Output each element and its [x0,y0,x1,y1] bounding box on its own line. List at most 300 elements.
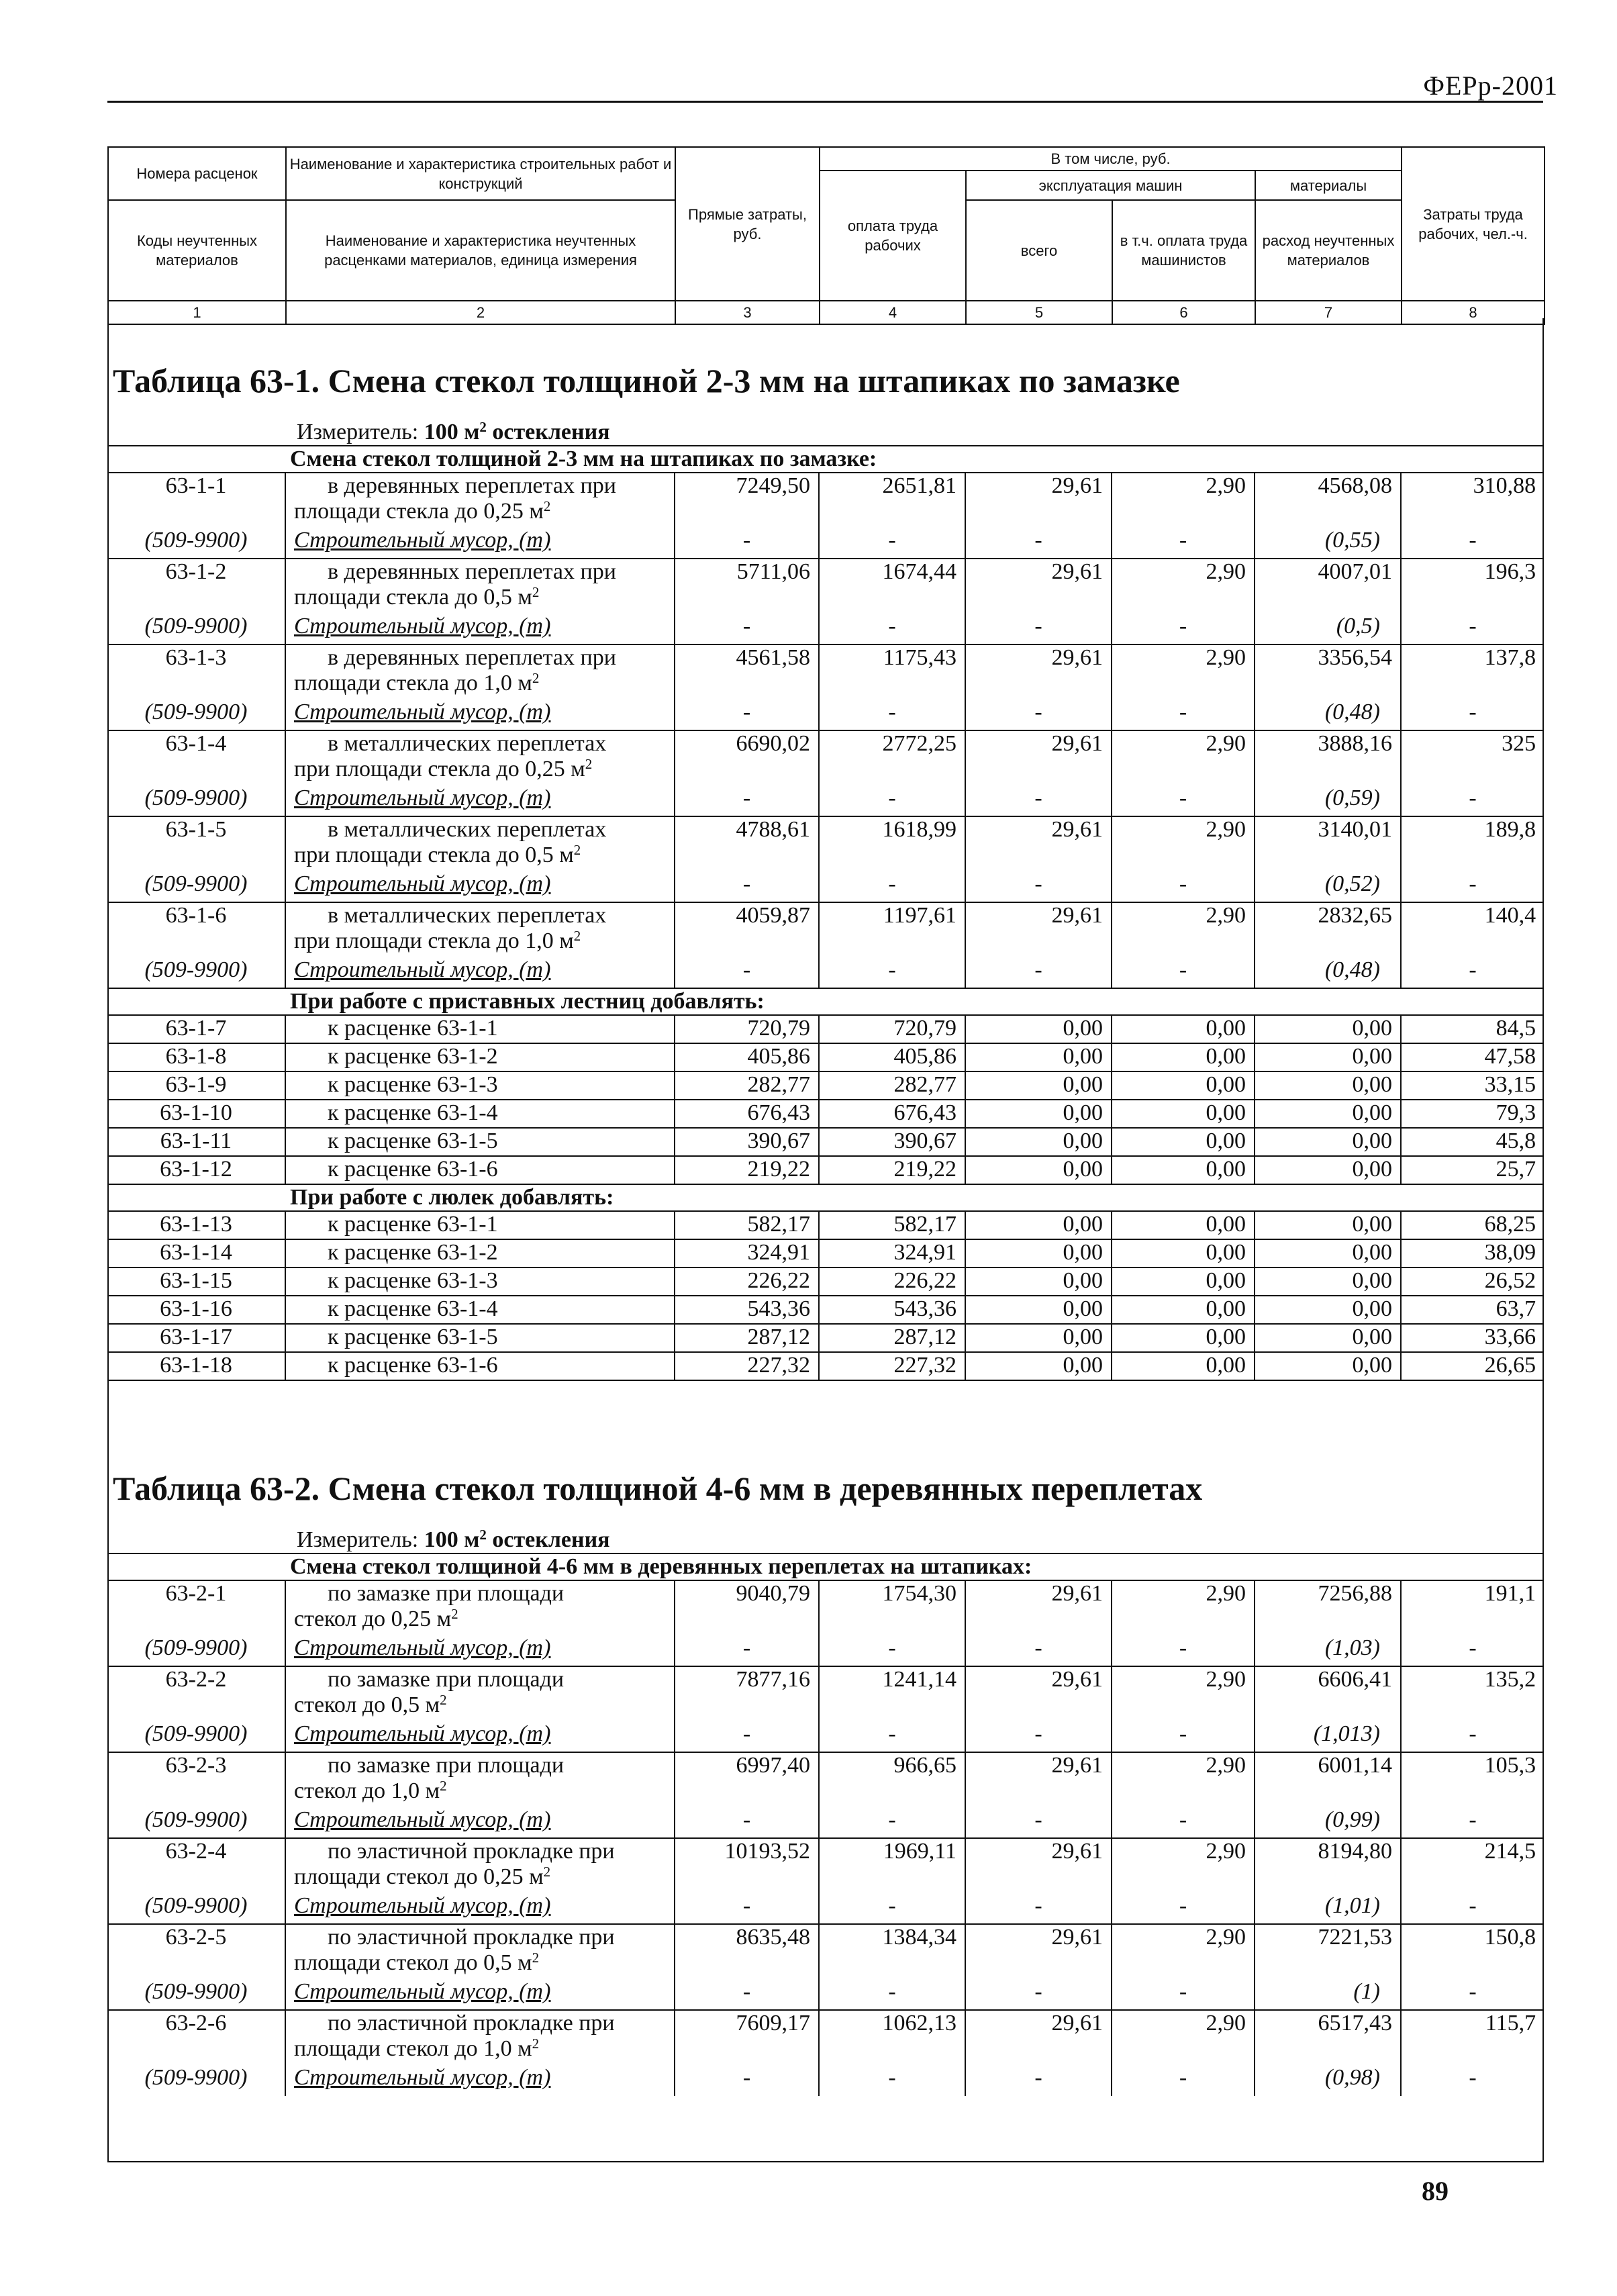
material-name [285,1721,675,1752]
material-quantity: (1) [1255,1979,1401,2010]
addition-row [107,1156,1544,1184]
rate-row [107,644,1544,700]
rate-mat: 6001,14 [1255,1752,1401,1807]
dash-cell: - [1401,1635,1544,1666]
header-rate-numbers: Номера расценок [108,147,286,200]
dash-cell: - [675,871,819,902]
measure-sup: 2 [479,419,487,435]
unaccounted-material-row [107,1635,1544,1666]
rate-direct: 4561,58 [675,644,819,700]
dash-cell: - [1112,1635,1255,1666]
rate-row [107,1838,1544,1893]
header-direct-costs: Прямые затраты, руб. [675,147,820,301]
rate-hours: 79,3 [1401,1100,1544,1128]
rate-name-line1: в металлических переплетах [328,903,607,928]
material-name-text: Строительный мусор, (т) [294,871,551,896]
rate-name-line2 [294,757,666,782]
rate-row [107,1580,1544,1635]
rate-name [285,2010,675,2065]
dash-cell: - [1112,1893,1255,1924]
rate-mach: 29,61 [965,902,1112,957]
addition-row [107,1128,1544,1156]
rate-name: к расценке 63-1-1 [285,1211,675,1239]
material-quantity: (0,59) [1255,785,1401,816]
rate-mat: 0,00 [1255,1296,1401,1324]
rate-mat: 0,00 [1255,1239,1401,1267]
rate-mach: 29,61 [965,1666,1112,1721]
material-quantity: (1,013) [1255,1721,1401,1752]
rate-mat: 0,00 [1255,1352,1401,1380]
rate-labor: 324,91 [819,1239,965,1267]
rate-mat: 7256,88 [1255,1580,1401,1635]
header-including: В том числе, руб. [820,147,1402,171]
rate-hours: 196,3 [1401,559,1544,614]
measure-value-text: 100 м [424,1527,480,1552]
rate-oper: 2,90 [1112,1580,1255,1635]
rate-code: 63-1-11 [107,1128,285,1156]
rate-mat: 4007,01 [1255,559,1401,614]
unaccounted-material-row [107,871,1544,902]
rate-name-line2-text: при площади стекла до 1,0 м [294,928,574,953]
rate-hours: 33,15 [1401,1071,1544,1100]
rate-hours: 47,58 [1401,1043,1544,1071]
dash-cell: - [1401,957,1544,988]
dash-cell: - [1112,957,1255,988]
area-unit-sup: 2 [451,1606,458,1622]
dash-cell: - [819,871,965,902]
rate-code: 63-2-2 [107,1666,285,1721]
material-name [285,1635,675,1666]
addition-row [107,1296,1544,1324]
table-63-1-title: Таблица 63-1. Смена стекол толщиной 2-3 мм на штапиках по замазке [113,362,1180,399]
dash-cell: - [1401,785,1544,816]
rate-name-line2 [294,2036,666,2062]
material-code: (509-9900) [107,1635,285,1666]
measure-prefix: Измеритель: [297,1527,424,1552]
col-number: 4 [820,301,966,324]
addition-row [107,1324,1544,1352]
section-heading-row [107,446,1544,473]
material-name [285,785,675,816]
addition-row [107,1211,1544,1239]
material-name [285,871,675,902]
dash-cell: - [675,2065,819,2096]
rate-code: 63-2-5 [107,1924,285,1979]
area-unit-sup: 2 [532,584,540,600]
rate-code: 63-1-6 [107,902,285,957]
rate-oper: 2,90 [1112,1838,1255,1893]
group-heading: При работе с люлек добавлять: [107,1184,1544,1211]
rate-mach: 29,61 [965,1580,1112,1635]
rate-labor: 390,67 [819,1128,965,1156]
rate-name: к расценке 63-1-4 [285,1296,675,1324]
unaccounted-material-row [107,957,1544,988]
group-heading: При работе с приставных лестниц добавлять: [107,988,1544,1015]
header-rule [107,101,1543,103]
rate-mach: 29,61 [965,816,1112,871]
rate-code: 63-1-8 [107,1043,285,1071]
rate-name: к расценке 63-1-2 [285,1043,675,1071]
material-name [285,614,675,644]
rate-direct: 4788,61 [675,816,819,871]
rate-hours: 68,25 [1401,1211,1544,1239]
area-unit-sup: 2 [440,1778,447,1794]
col-number: 6 [1112,301,1255,324]
rate-mach: 0,00 [965,1267,1112,1296]
dash-cell: - [819,528,965,559]
rate-labor: 1241,14 [819,1666,965,1721]
rate-code: 63-1-18 [107,1352,285,1380]
rate-row [107,2010,1544,2065]
dash-cell: - [965,700,1112,730]
rate-oper: 0,00 [1112,1100,1255,1128]
rate-mat: 0,00 [1255,1211,1401,1239]
rate-direct: 405,86 [675,1043,819,1071]
rate-direct: 390,67 [675,1128,819,1156]
rate-name-line2-text: площади стекла до 0,25 м [294,499,544,524]
dash-cell: - [1112,1721,1255,1752]
rate-labor: 1618,99 [819,816,965,871]
rate-name-line2 [294,843,666,868]
header-unaccounted-materials: Наименование и характеристика неучтенных расценками материалов, единица измерения [286,200,675,301]
rate-mach: 0,00 [965,1324,1112,1352]
dash-cell: - [675,700,819,730]
rate-mat: 3888,16 [1255,730,1401,785]
rate-mach: 29,61 [965,559,1112,614]
rate-name-line2-text: площади стекол до 1,0 м [294,2036,532,2061]
dash-cell: - [819,700,965,730]
rate-direct: 6997,40 [675,1752,819,1807]
dash-cell: - [819,1721,965,1752]
rate-code: 63-1-2 [107,559,285,614]
rate-mat: 8194,80 [1255,1838,1401,1893]
measure-row [107,1523,1544,1553]
rate-direct: 7877,16 [675,1666,819,1721]
rate-row [107,1666,1544,1721]
rate-name-line2 [294,928,666,954]
unaccounted-material-row [107,614,1544,644]
addition-row [107,1267,1544,1296]
rate-hours: 33,66 [1401,1324,1544,1352]
rate-name-line1: по замазке при площади [328,1581,565,1606]
dash-cell: - [1401,1893,1544,1924]
dash-cell: - [819,614,965,644]
rate-mach: 29,61 [965,2010,1112,2065]
dash-cell: - [1112,1979,1255,2010]
rate-hours: 38,09 [1401,1239,1544,1267]
rate-hours: 45,8 [1401,1128,1544,1156]
material-quantity: (0,48) [1255,957,1401,988]
col-number: 8 [1402,301,1545,324]
section-heading: Смена стекол толщиной 4-6 мм в деревянных переплетах на штапиках: [107,1553,1544,1580]
measure-unit [107,415,1544,446]
rate-labor: 1754,30 [819,1580,965,1635]
rate-mat: 0,00 [1255,1071,1401,1100]
rate-mat: 4568,08 [1255,473,1401,528]
rate-oper: 0,00 [1112,1211,1255,1239]
addition-row [107,1071,1544,1100]
dash-cell: - [675,1979,819,2010]
rate-code: 63-1-17 [107,1324,285,1352]
section-heading: Смена стекол толщиной 2-3 мм на штапиках по замазке: [107,446,1544,473]
area-unit-sup: 2 [532,1950,540,1966]
rate-direct: 7609,17 [675,2010,819,2065]
area-unit-sup: 2 [543,498,551,514]
rate-hours: 191,1 [1401,1580,1544,1635]
dash-cell: - [675,957,819,988]
rate-labor: 282,77 [819,1071,965,1100]
table-63-2-body [107,1523,1544,2096]
rate-oper: 2,90 [1112,730,1255,785]
dash-cell: - [965,957,1112,988]
rate-code: 63-1-16 [107,1296,285,1324]
dash-cell: - [1112,528,1255,559]
rate-row [107,730,1544,785]
rate-oper: 2,90 [1112,559,1255,614]
rate-direct: 676,43 [675,1100,819,1128]
rate-labor: 1175,43 [819,644,965,700]
rate-hours: 189,8 [1401,816,1544,871]
material-name [285,1807,675,1838]
rate-name [285,1838,675,1893]
rate-mach: 0,00 [965,1296,1112,1324]
dash-cell: - [1112,871,1255,902]
addition-row [107,1043,1544,1071]
rate-mat: 0,00 [1255,1100,1401,1128]
rate-name-line1: по замазке при площади [328,1667,565,1692]
dash-cell: - [965,528,1112,559]
rate-code: 63-1-7 [107,1015,285,1043]
rate-oper: 2,90 [1112,2010,1255,2065]
material-name [285,1979,675,2010]
measure-suffix: остекления [486,420,610,444]
material-code: (509-9900) [107,1807,285,1838]
rate-direct: 582,17 [675,1211,819,1239]
material-quantity: (1,01) [1255,1893,1401,1924]
col-number: 1 [108,301,286,324]
rate-direct: 8635,48 [675,1924,819,1979]
dash-cell: - [819,1635,965,1666]
rate-code: 63-1-1 [107,473,285,528]
rate-name [285,902,675,957]
rate-direct: 4059,87 [675,902,819,957]
addition-row [107,1352,1544,1380]
area-unit-sup: 2 [532,670,540,686]
material-name [285,700,675,730]
rate-direct: 282,77 [675,1071,819,1100]
measure-row [107,415,1544,446]
area-unit-sup: 2 [532,2036,540,2052]
rate-name-line2 [294,585,666,610]
rate-table [107,1523,1544,2096]
header-work-name: Наименование и характеристика строительных работ и конструкций [286,147,675,200]
rate-code: 63-1-3 [107,644,285,700]
rate-name: к расценке 63-1-5 [285,1324,675,1352]
dash-cell: - [1401,700,1544,730]
rate-name [285,559,675,614]
rate-code: 63-2-3 [107,1752,285,1807]
rate-mach: 0,00 [965,1239,1112,1267]
rate-name [285,1924,675,1979]
rate-oper: 0,00 [1112,1239,1255,1267]
measure-unit [107,1523,1544,1553]
rate-name-line2-text: площади стекла до 0,5 м [294,585,532,610]
dash-cell: - [1401,1807,1544,1838]
unaccounted-material-row [107,1721,1544,1752]
rate-mach: 29,61 [965,644,1112,700]
material-quantity: (0,48) [1255,700,1401,730]
rate-mach: 0,00 [965,1211,1112,1239]
rate-labor: 226,22 [819,1267,965,1296]
rate-code: 63-1-5 [107,816,285,871]
rate-oper: 2,90 [1112,1924,1255,1979]
material-quantity: (0,99) [1255,1807,1401,1838]
rate-name-line2 [294,671,666,696]
rate-name: к расценке 63-1-4 [285,1100,675,1128]
rate-oper: 0,00 [1112,1015,1255,1043]
rate-code: 63-1-15 [107,1267,285,1296]
rate-name-line2 [294,1864,666,1890]
measure-prefix: Измеритель: [297,420,424,444]
rate-direct: 5711,06 [675,559,819,614]
rate-labor: 2651,81 [819,473,965,528]
rate-hours: 25,7 [1401,1156,1544,1184]
dash-cell: - [819,1807,965,1838]
rate-row [107,1924,1544,1979]
rate-name [285,1752,675,1807]
dash-cell: - [1112,1807,1255,1838]
rate-mat: 7221,53 [1255,1924,1401,1979]
rate-name-line2 [294,1950,666,1976]
rate-hours: 26,52 [1401,1267,1544,1296]
dash-cell: - [965,2065,1112,2096]
rate-name-line2 [294,1692,666,1718]
rate-labor: 219,22 [819,1156,965,1184]
rate-direct: 227,32 [675,1352,819,1380]
rate-mat: 3140,01 [1255,816,1401,871]
dash-cell: - [965,1635,1112,1666]
rate-labor: 1197,61 [819,902,965,957]
dash-cell: - [675,785,819,816]
rate-labor: 1969,11 [819,1838,965,1893]
material-code: (509-9900) [107,1979,285,2010]
rate-oper: 0,00 [1112,1352,1255,1380]
rate-name-line1: в деревянных переплетах при [328,473,616,498]
rate-hours: 105,3 [1401,1752,1544,1807]
rate-name-line2-text: при площади стекла до 0,25 м [294,757,585,781]
rate-name [285,816,675,871]
rate-oper: 2,90 [1112,816,1255,871]
dash-cell: - [675,1893,819,1924]
rate-name-line1: в деревянных переплетах при [328,645,616,670]
rate-labor: 1062,13 [819,2010,965,2065]
material-name-text: Строительный мусор, (т) [294,1979,551,2004]
document-code: ФЕРр-2001 [1423,70,1558,101]
rate-name-line2-text: при площади стекла до 0,5 м [294,843,574,867]
rate-name-line2 [294,499,666,524]
material-name-text: Строительный мусор, (т) [294,1893,551,1918]
rate-row [107,473,1544,528]
area-unit-sup: 2 [573,842,581,858]
rate-mat: 2832,65 [1255,902,1401,957]
dash-cell: - [965,1979,1112,2010]
rate-row [107,816,1544,871]
rate-oper: 0,00 [1112,1296,1255,1324]
material-quantity: (0,55) [1255,528,1401,559]
dash-cell: - [675,1807,819,1838]
rate-hours: 63,7 [1401,1296,1544,1324]
rate-direct: 6690,02 [675,730,819,785]
dash-cell: - [819,785,965,816]
rate-labor: 1674,44 [819,559,965,614]
rate-name-line2-text: стекол до 1,0 м [294,1778,440,1803]
rate-oper: 0,00 [1112,1267,1255,1296]
unaccounted-material-row [107,1807,1544,1838]
area-unit-sup: 2 [543,1864,551,1880]
rate-code: 63-2-1 [107,1580,285,1635]
col-number: 2 [286,301,675,324]
material-name-text: Строительный мусор, (т) [294,785,551,810]
header-machines-total: всего [966,200,1112,301]
rate-hours: 150,8 [1401,1924,1544,1979]
rate-oper: 0,00 [1112,1071,1255,1100]
dash-cell: - [675,528,819,559]
rate-direct: 219,22 [675,1156,819,1184]
rate-mat: 0,00 [1255,1128,1401,1156]
dash-cell: - [675,1635,819,1666]
rate-name-line2-text: площади стекол до 0,5 м [294,1950,532,1975]
dash-cell: - [1112,700,1255,730]
rate-hours: 310,88 [1401,473,1544,528]
material-name-text: Строительный мусор, (т) [294,614,551,638]
material-code: (509-9900) [107,700,285,730]
rate-direct: 10193,52 [675,1838,819,1893]
rate-labor: 966,65 [819,1752,965,1807]
area-unit-sup: 2 [585,756,593,772]
rate-name-line1: в деревянных переплетах при [328,559,616,584]
rate-name: к расценке 63-1-1 [285,1015,675,1043]
dash-cell: - [819,2065,965,2096]
dash-cell: - [675,1721,819,1752]
rate-mach: 0,00 [965,1128,1112,1156]
rate-mat: 0,00 [1255,1156,1401,1184]
material-name-text: Строительный мусор, (т) [294,1635,551,1660]
material-name-text: Строительный мусор, (т) [294,1721,551,1746]
rate-mach: 0,00 [965,1352,1112,1380]
area-unit-sup: 2 [440,1692,447,1708]
rate-name [285,1666,675,1721]
rate-mach: 29,61 [965,730,1112,785]
dash-cell: - [1401,871,1544,902]
unaccounted-material-row [107,528,1544,559]
material-code: (509-9900) [107,2065,285,2096]
dash-cell: - [1401,1721,1544,1752]
rate-name: к расценке 63-1-3 [285,1267,675,1296]
rate-hours: 84,5 [1401,1015,1544,1043]
page-number: 89 [1422,2176,1449,2206]
rate-mach: 29,61 [965,1752,1112,1807]
material-quantity: (0,98) [1255,2065,1401,2096]
rate-direct: 7249,50 [675,473,819,528]
header-materials: материалы [1255,171,1402,200]
rate-name-line1: по замазке при площади [328,1753,565,1778]
dash-cell: - [1401,528,1544,559]
rate-oper: 2,90 [1112,473,1255,528]
measure-value-text: 100 м [424,420,480,444]
dash-cell: - [819,1979,965,2010]
rate-mat: 0,00 [1255,1267,1401,1296]
rate-mach: 0,00 [965,1100,1112,1128]
